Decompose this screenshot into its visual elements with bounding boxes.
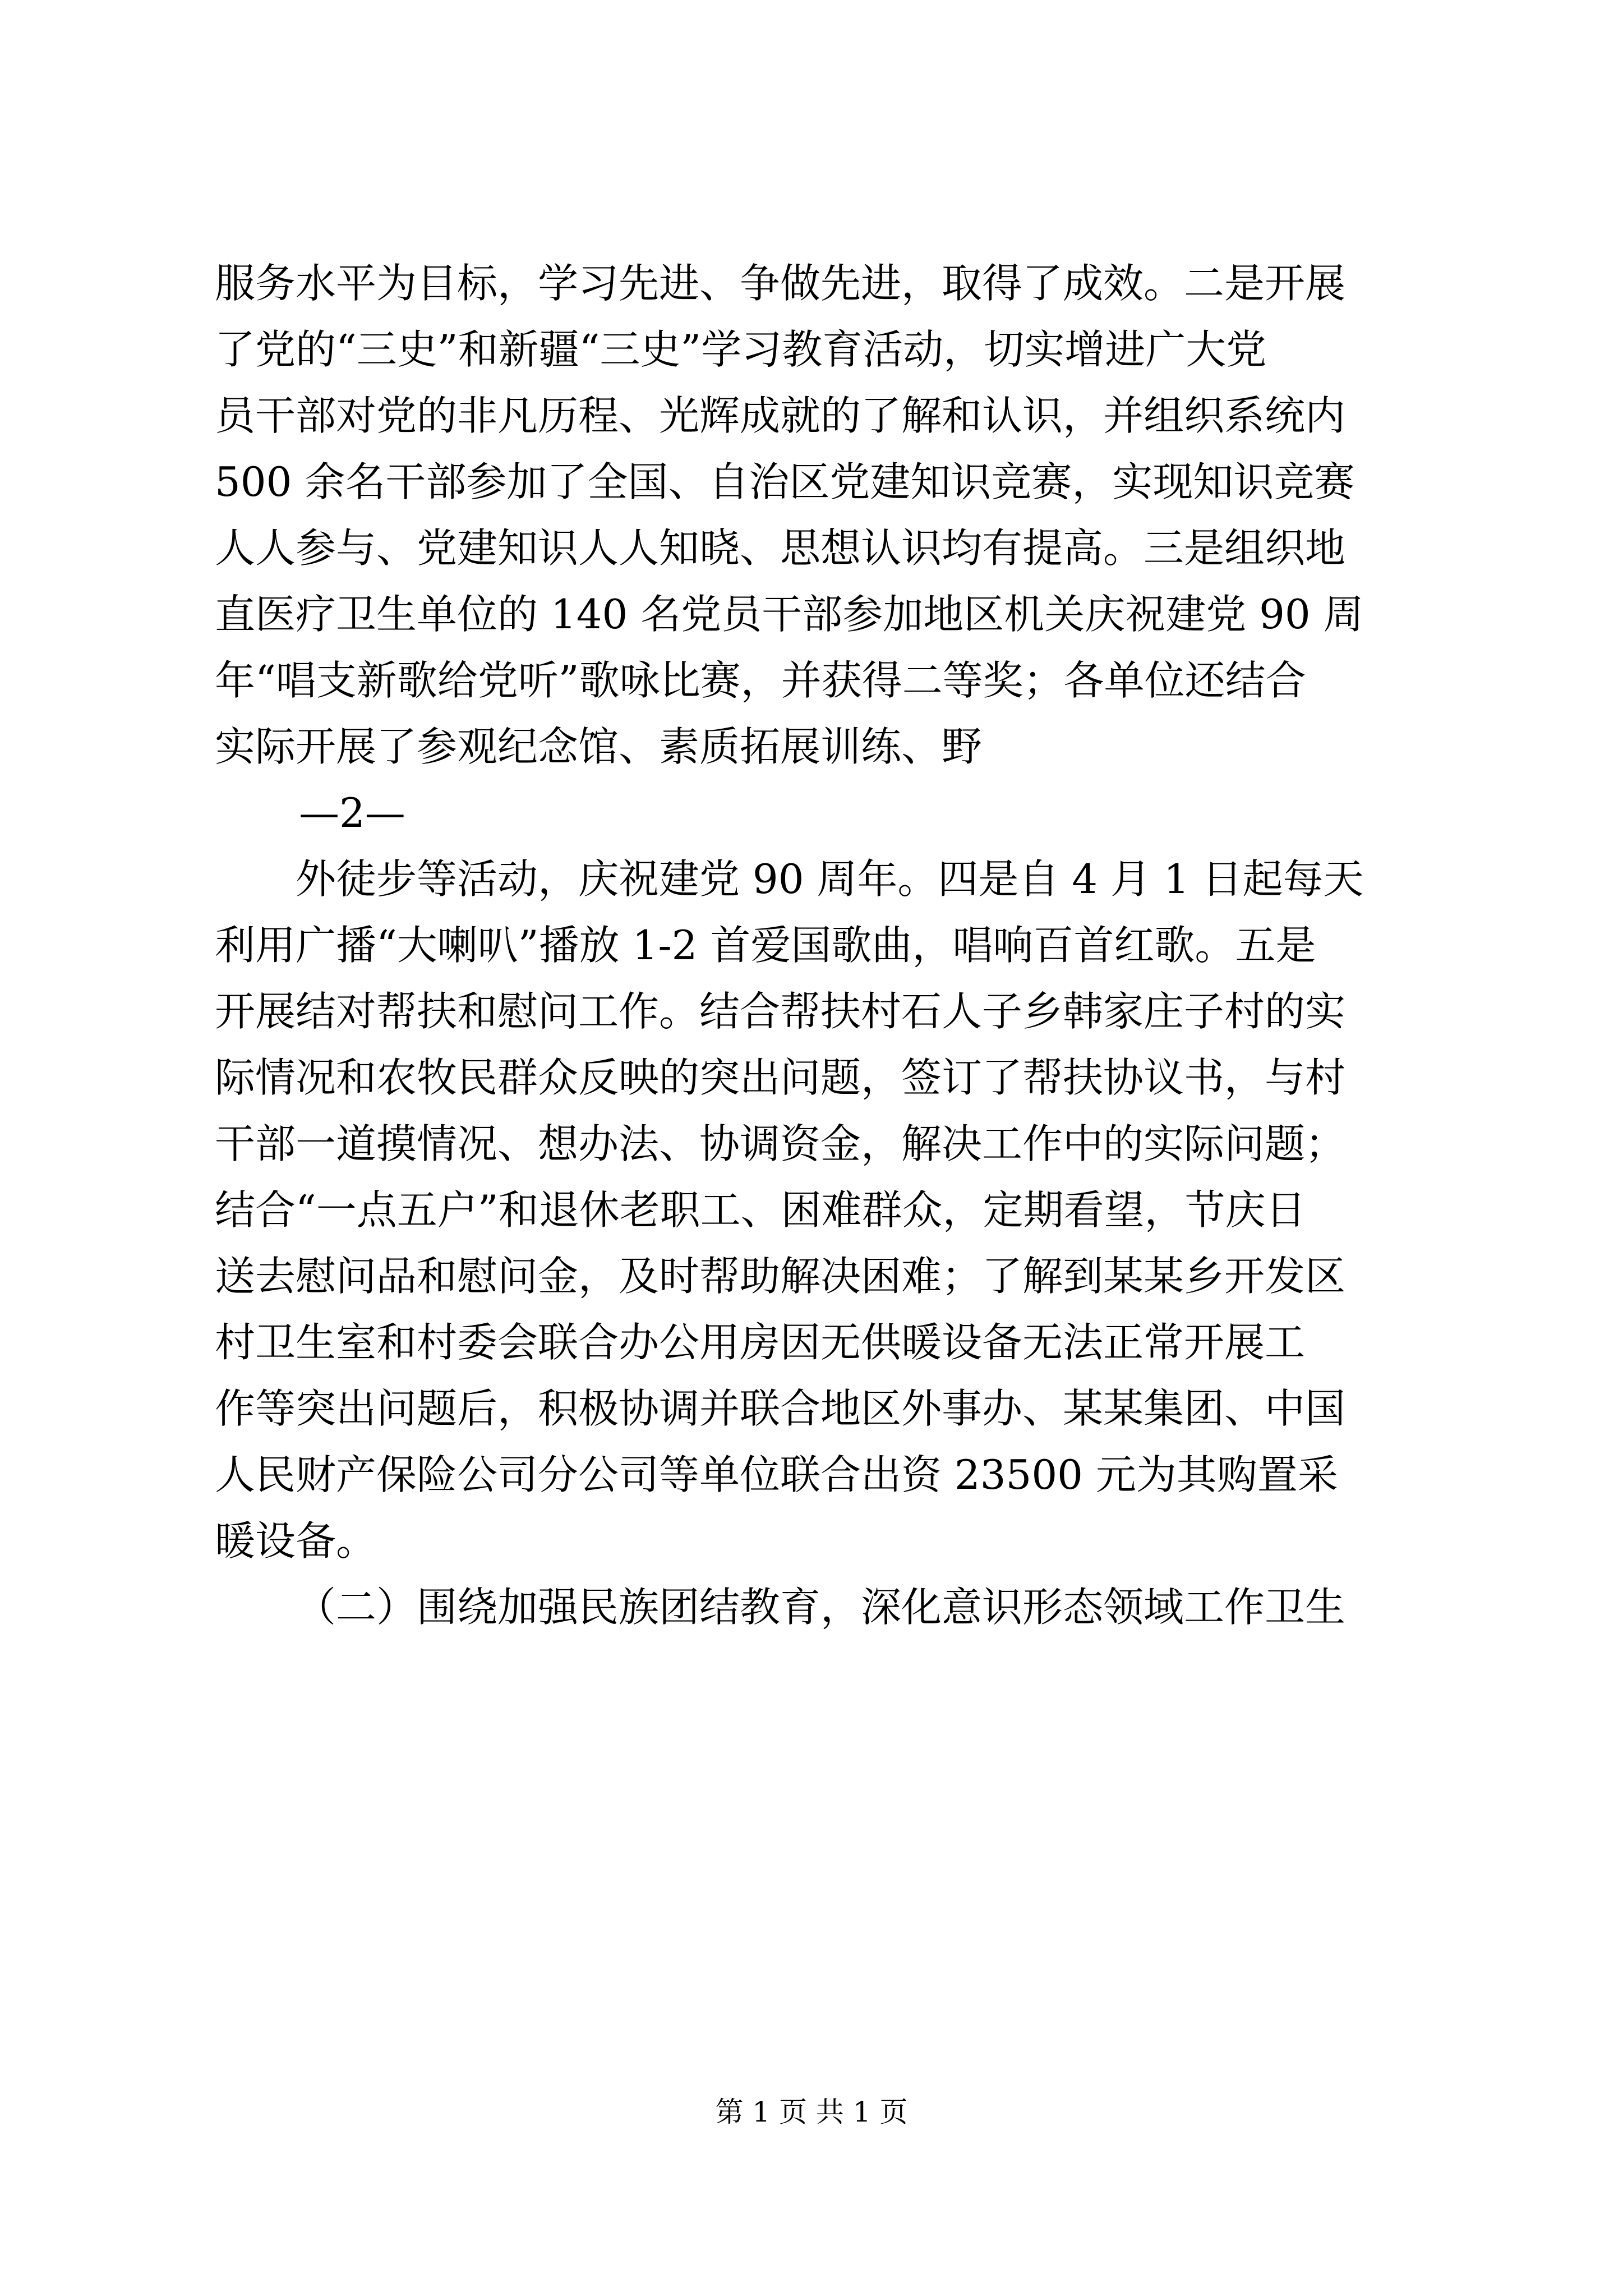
- text-line: 结合“一点五户”和退休老职工、困难群众，定期看望，节庆日: [215, 1186, 1306, 1234]
- text-line: 了党的“三史”和新疆“三史”学习教育活动，切实增进广大党: [215, 326, 1267, 373]
- document-body: [215, 252, 1437, 1642]
- page-footer: 第 1 页 共 1 页: [715, 2096, 908, 2128]
- text-line: 服务水平为目标，学习先进、争做先进，取得了成效。二是开展: [215, 260, 1346, 307]
- text-line: 村卫生室和村委会联合办公用房因无供暖设备无法正常开展工: [215, 1319, 1306, 1366]
- text-line: 际情况和农牧民群众反映的突出问题，签订了帮扶协议书，与村: [215, 1054, 1346, 1101]
- text-line: 利用广播“大喇叭”播放 1-2 首爱国歌曲，唱响百首红歌。五是: [215, 922, 1316, 969]
- text-line: 干部一道摸情况、想办法、协调资金，解决工作中的实际问题；: [215, 1120, 1346, 1167]
- text-line: 暖设备。: [215, 1517, 377, 1565]
- text-line: 员干部对党的非凡历程、光辉成就的了解和认识，并组织系统内: [215, 392, 1346, 439]
- text-line: 实际开展了参观纪念馆、素质拓展训练、野: [215, 723, 983, 770]
- text-line: 送去慰问品和慰问金，及时帮助解决困难；了解到某某乡开发区: [215, 1253, 1346, 1300]
- text-line: 作等突出问题后，积极协调并联合地区外事办、某某集团、中国: [215, 1385, 1346, 1432]
- inline-page-number: —2—: [299, 789, 405, 836]
- text-line: 外徒步等活动，庆祝建党 90 周年。四是自 4 月 1 日起每天: [296, 855, 1364, 903]
- text-line: 开展结对帮扶和慰问工作。结合帮扶村石人子乡韩家庄子村的实: [215, 988, 1346, 1035]
- text-line: 人人参与、党建知识人人知晓、思想认识均有提高。三是组织地: [215, 524, 1346, 572]
- text-line: 500 余名干部参加了全国、自治区党建知识竞赛，实现知识竞赛: [215, 458, 1355, 505]
- text-line: 直医疗卫生单位的 140 名党员干部参加地区机关庆祝建党 90 周: [215, 591, 1364, 638]
- text-line: 年“唱支新歌给党听”歌咏比赛，并获得二等奖；各单位还结合: [215, 657, 1306, 704]
- text-line: 人民财产保险公司分公司等单位联合出资 23500 元为其购置采: [215, 1451, 1338, 1498]
- section-heading-line: （二）围绕加强民族团结教育，深化意识形态领域工作卫生: [296, 1584, 1346, 1631]
